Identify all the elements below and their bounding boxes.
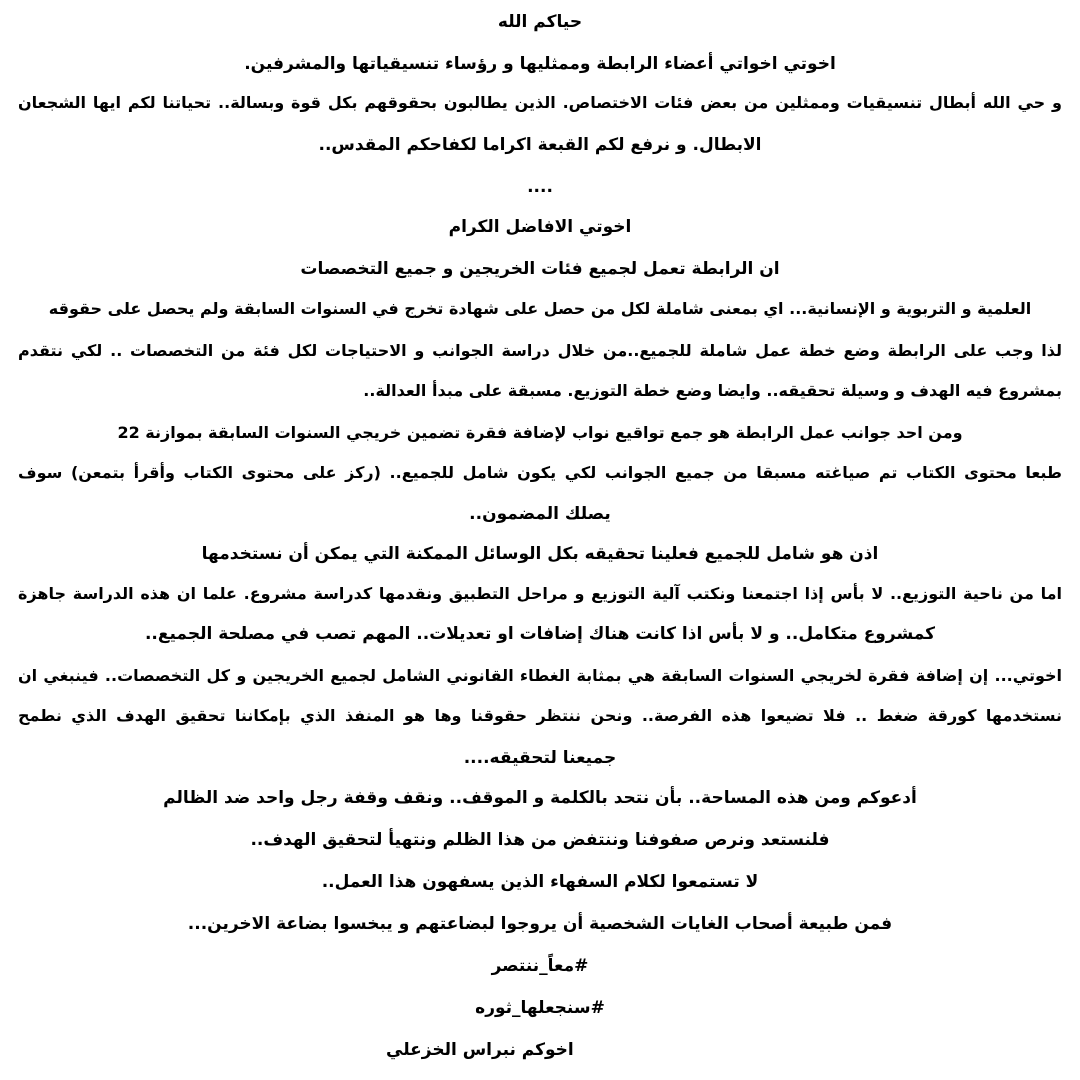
letter-line: اخوتي الافاضل الكرام	[448, 217, 632, 237]
letter-line: لا تستمعوا لكلام السفهاء الذين يسفهون هذا العمل..	[321, 872, 759, 892]
letter-line: طبعا محتوى الكتاب تم صياغته مسبقا من جميع الجوانب لكي يكون شامل للجميع.. (ركز على محتوى الكتاب وأقرأ بتمعن) سوف	[18, 463, 1062, 482]
letter-line: بمشروع فيه الهدف و وسيلة تحقيقه.. وايضا وضع خطة التوزيع. مسبقة على مبدأ العدالة..	[363, 381, 1062, 400]
letter-line: كمشروع متكامل.. و لا بأس اذا كانت هناك إضافات او تعديلات.. المهم تصب في مصلحة الجميع..	[144, 624, 936, 644]
letter-line: نستخدمها كورقة ضغط .. فلا تضيعوا هذه الفرصة.. ونحن ننتظر حقوقنا وها هو المنفذ الذي بإمكاننا تحقيق الهدف الذي نطمح	[18, 706, 1062, 725]
letter-line: اما من ناحية التوزيع.. لا بأس إذا اجتمعنا ونكتب آلية التوزيع و مراحل التطبيق ونقدمها كدراسة مشروع. علما ان هذه الدراسة جاهزة	[18, 584, 1062, 603]
letter-line: ان الرابطة تعمل لجميع فئات الخريجين و جميع التخصصات	[300, 259, 780, 279]
letter-line: اخوتي... إن إضافة فقرة لخريجي السنوات السابقة هي بمثابة الغطاء القانوني الشامل لجميع الخريجين و كل التخصصات.. فينبغي ان	[18, 666, 1062, 685]
greeting: حياكم الله	[497, 12, 583, 32]
hashtag: #معاً_ننتصر	[491, 956, 589, 976]
letter-line: لذا وجب على الرابطة وضع خطة عمل شاملة للجميع..من خلال دراسة الجوانب و الاحتياجات لكل فئة من التخصصات .. لكي نتقدم	[18, 341, 1062, 360]
letter-line: يصلك المضمون..	[469, 504, 611, 524]
letter-line: اخوتي اخواتي أعضاء الرابطة وممثليها و رؤساء تنسيقياتها والمشرفين.	[244, 54, 836, 74]
letter-line: جميعنا لتحقيقه....	[463, 748, 617, 768]
letter-line: فمن طبيعة أصحاب الغايات الشخصية أن يروجوا لبضاعتهم و يبخسوا بضاعة الاخرين...	[187, 914, 893, 934]
letter-line: فلنستعد ونرص صفوفنا وننتفض من هذا الظلم ونتهيأ لتحقيق الهدف..	[250, 830, 830, 850]
signature: اخوكم نبراس الخزعلي	[386, 1040, 574, 1060]
letter-line: ومن احد جوانب عمل الرابطة هو جمع تواقيع نواب لإضافة فقرة تضمين خريجي السنوات السابقة بموازنة 22	[117, 423, 963, 442]
letter-line: و حي الله أبطال تنسيقيات وممثلين من بعض فئات الاختصاص. الذين يطالبون بحقوقهم بكل قوة وبسالة.. تحياتنا لكم ايها الشجعان	[18, 93, 1062, 112]
ellipsis-divider: ....	[527, 177, 553, 197]
letter-line: العلمية و التربوية و الإنسانية... اي بمعنى شاملة لكل من حصل على شهادة تخرج في السنوات السابقة ولم يحصل على حقوقه	[48, 299, 1032, 318]
hashtag: #سنجعلها_ثوره	[475, 998, 605, 1018]
letter-line: الابطال. و نرفع لكم القبعة اكراما لكفاحكم المقدس..	[318, 135, 762, 155]
letter-line: أدعوكم ومن هذه المساحة.. بأن نتحد بالكلمة و الموقف.. ونقف وقفة رجل واحد ضد الظالم	[163, 788, 917, 808]
letter-line: اذن هو شامل للجميع فعلينا تحقيقه بكل الوسائل الممكنة التي يمكن أن نستخدمها	[201, 544, 879, 564]
